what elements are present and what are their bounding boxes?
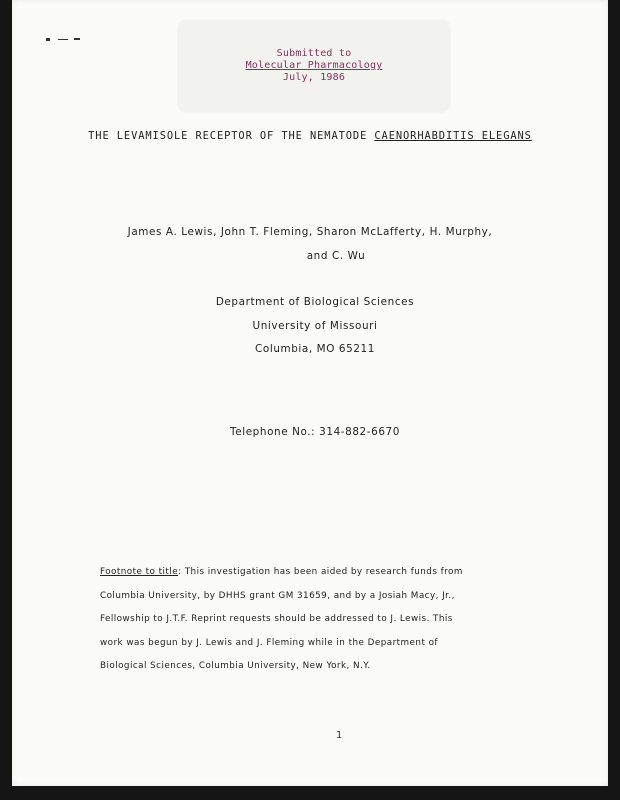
submission-stamp	[178, 20, 450, 112]
stamp-line-1: Submitted to	[276, 48, 352, 59]
title-species: CAENORHABDITIS ELEGANS	[374, 130, 532, 142]
footnote-line-1-text: : This investigation has been aided by research funds from	[178, 567, 463, 577]
stamp-line-journal: Molecular Pharmacology	[245, 60, 383, 71]
authors-line-1: James A. Lewis, John T. Fleming, Sharon McLafferty, H. Murphy,	[127, 226, 493, 238]
affiliation-university: University of Missouri	[252, 320, 378, 332]
title-prefix: THE LEVAMISOLE RECEPTOR OF THE NEMATODE	[88, 130, 368, 142]
footnote-line-1	[100, 567, 463, 577]
document-page	[12, 0, 608, 786]
authors-line-2: and C. Wu	[306, 250, 366, 262]
paper-title	[12, 130, 608, 142]
footnote-line-2: Columbia University, by DHHS grant GM 31659, and by a Josiah Macy, Jr.,	[100, 591, 455, 601]
footnote-line-5: Biological Sciences, Columbia University, New York, N.Y.	[100, 661, 371, 671]
footnote-line-3: Fellowship to J.T.F. Reprint requests should be addressed to J. Lewis. This	[100, 614, 453, 624]
stamp-line-date: July, 1986	[282, 72, 346, 83]
affiliation-department: Department of Biological Sciences	[215, 296, 415, 308]
affiliation-city: Columbia, MO 65211	[255, 343, 375, 355]
corner-mark	[74, 38, 80, 40]
footnote-line-4: work was begun by J. Lewis and J. Fleming while in the Department of	[100, 638, 438, 648]
page-number: 1	[336, 730, 343, 741]
footnote-label: Footnote to title	[100, 567, 179, 577]
corner-mark	[46, 38, 50, 41]
telephone: Telephone No.: 314-882-6670	[230, 426, 400, 438]
corner-mark	[58, 39, 68, 40]
